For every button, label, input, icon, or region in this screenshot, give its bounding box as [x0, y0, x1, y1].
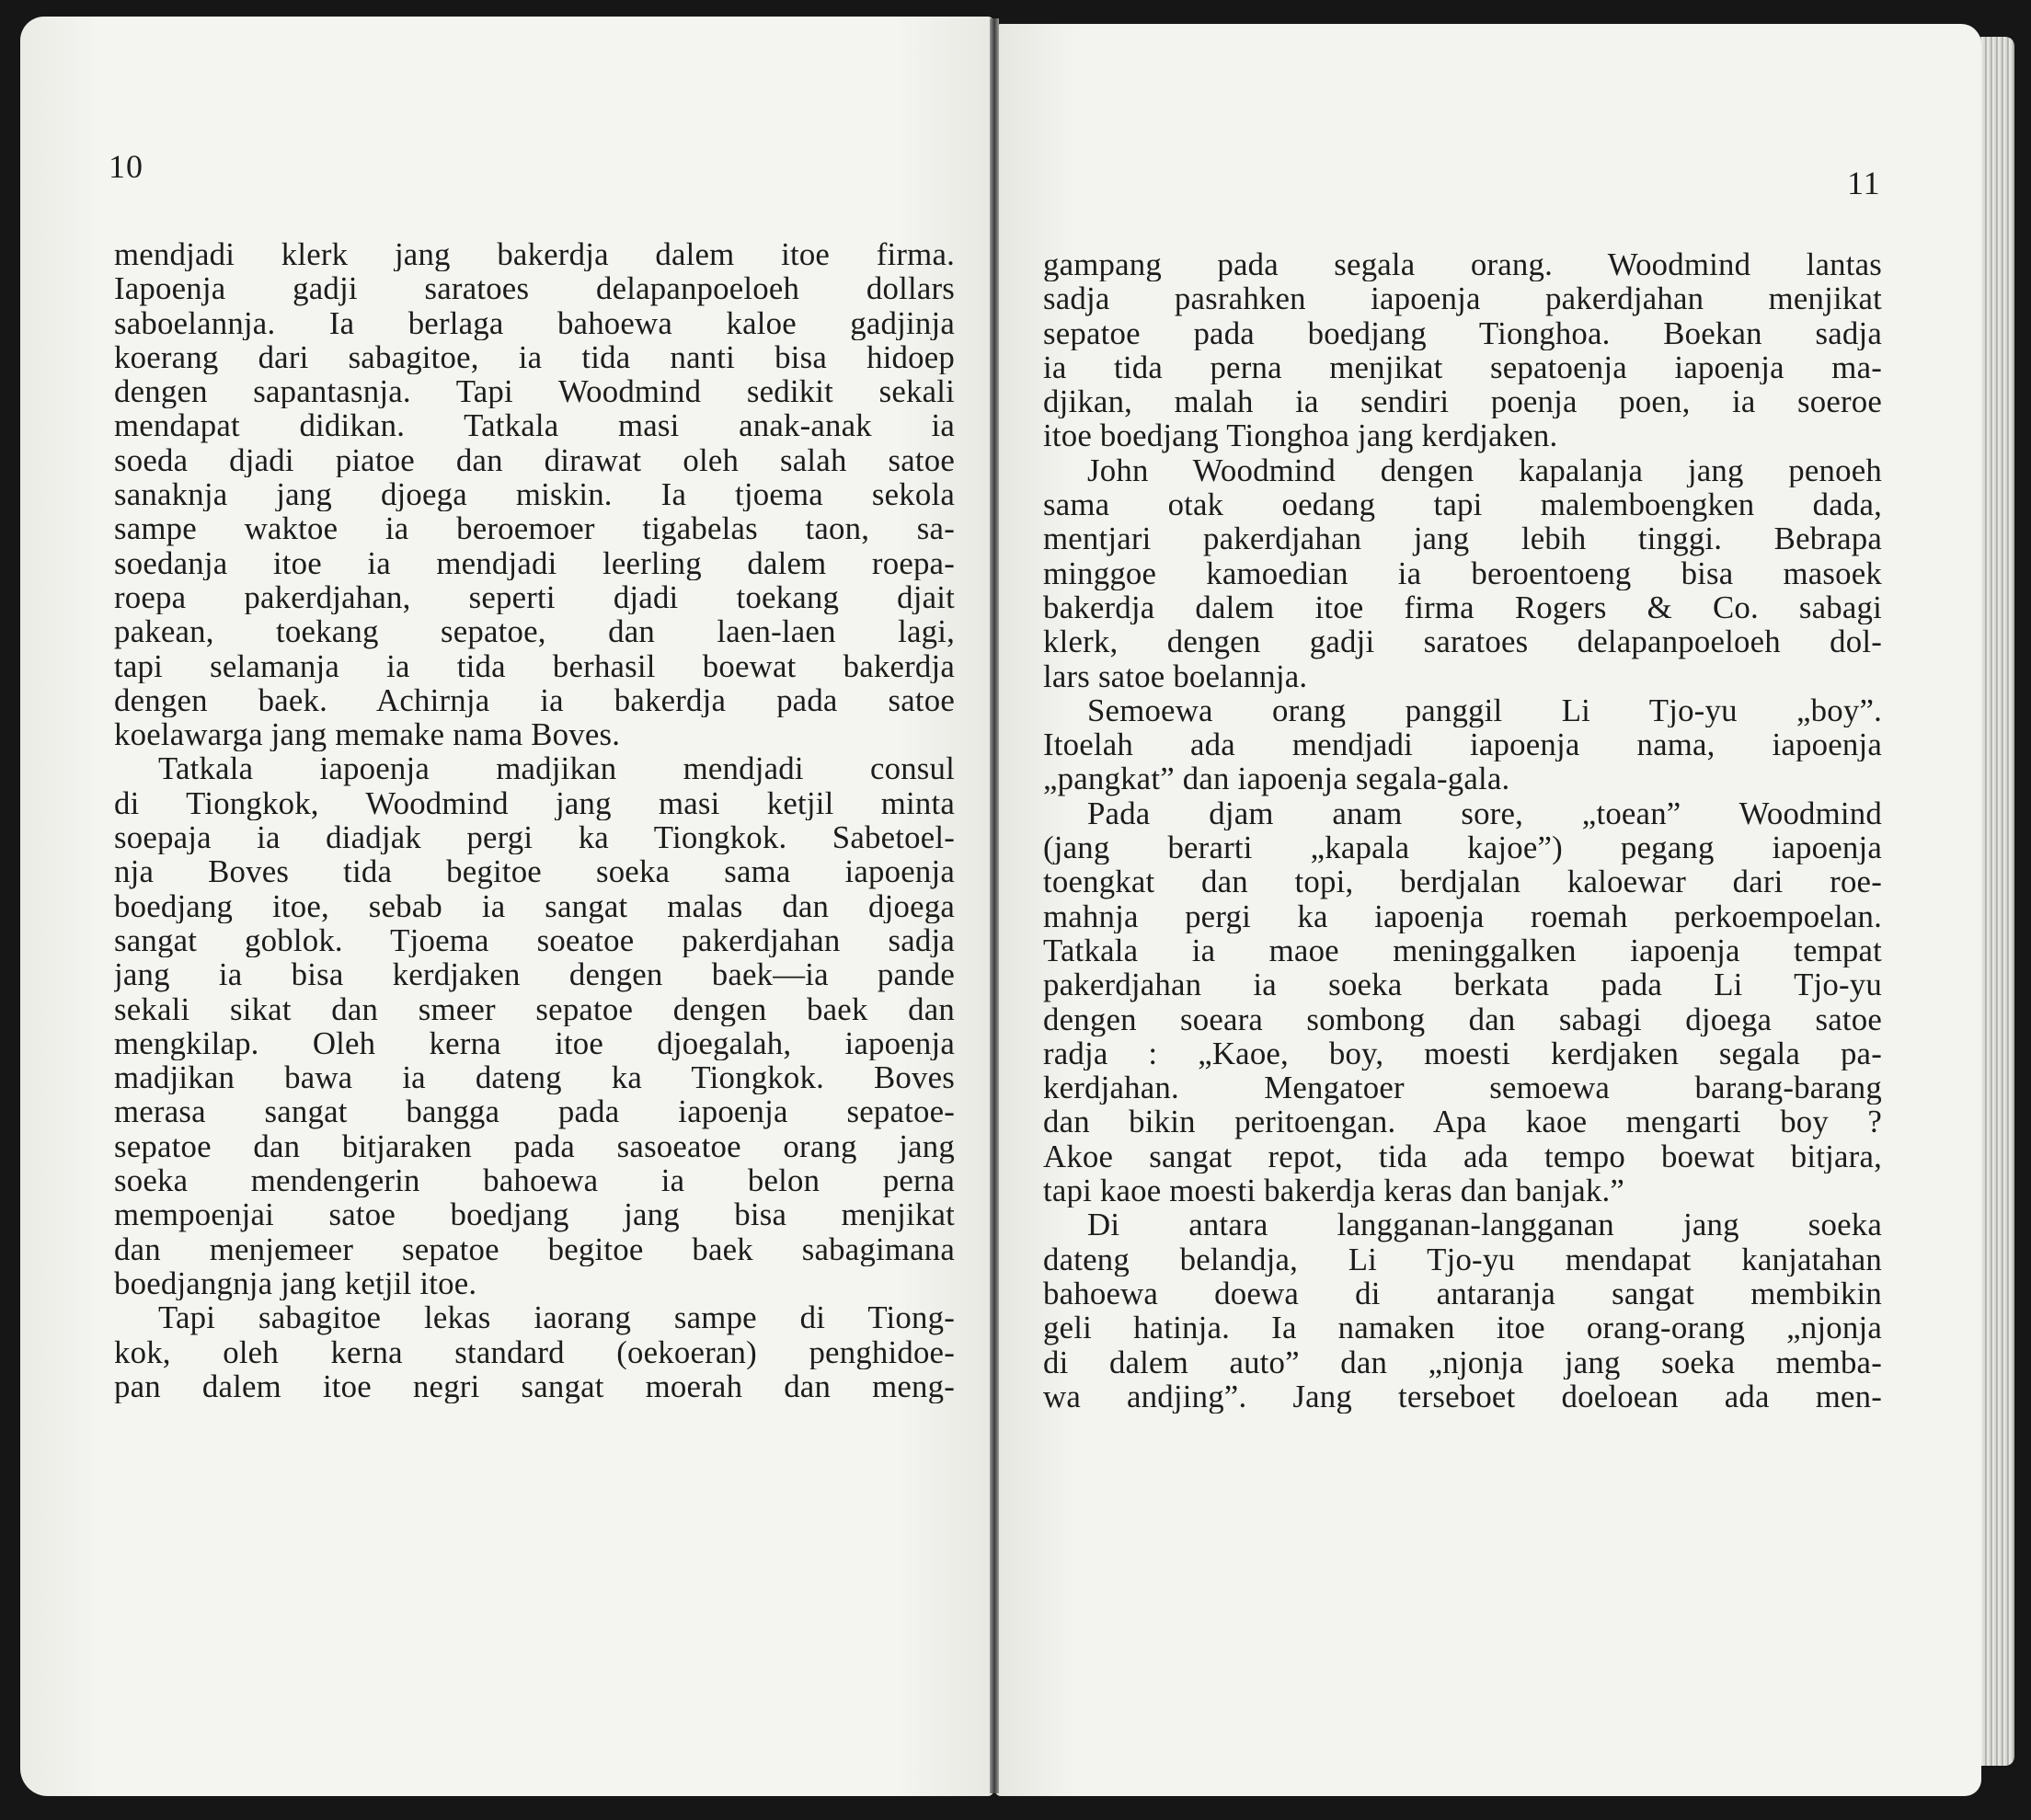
text-line: madjikan bawa ia dateng ka Tiongkok. Boves: [114, 1060, 955, 1095]
text-line: Tapi sabagitoe lekas iaorang sampe di Tiong-: [158, 1300, 955, 1335]
text-line: boedjangnja jang ketjil itoe.: [114, 1265, 477, 1301]
left-page-text: [114, 237, 955, 1403]
text-line: Tatkala iapoenja madjikan mendjadi consul: [158, 751, 955, 786]
page-number-left: 10: [109, 148, 143, 185]
text-line: klerk, dengen gadji saratoes delapanpoeloeh dol-: [1043, 624, 1882, 659]
text-line: mahnja pergi ka iapoenja roemah perkoempoelan.: [1043, 899, 1882, 933]
text-line: koelawarga jang memake nama Boves.: [114, 717, 621, 752]
text-line: minggoe kamoedian ia beroentoeng bisa masoek: [1043, 555, 1882, 590]
text-line: dan bikin peritoengan. Apa kaoe mengarti boy ?: [1043, 1105, 1882, 1139]
text-line: toengkat dan topi, berdjalan kaloewar dari roe-: [1043, 864, 1882, 899]
text-line: soeda djadi piatoe dan dirawat oleh salah satoe: [114, 442, 955, 478]
text-line: Pada djam anam sore, „toean” Woodmind: [1087, 796, 1882, 831]
text-line: merasa sangat bangga pada iapoenja sepatoe-: [114, 1094, 955, 1129]
text-line: bakerdja dalem itoe firma Rogers & Co. sabagi: [1043, 589, 1882, 625]
text-line: mendapat didikan. Tatkala masi anak-anak ia: [114, 408, 955, 443]
text-line: soepaja ia diadjak pergi ka Tiongkok. Sabetoel-: [114, 820, 955, 855]
text-line: Akoe sangat repot, tida ada tempo boewat bitjara,: [1043, 1139, 1882, 1174]
text-line: ia tida perna menjikat sepatoenja iapoenja ma-: [1043, 349, 1882, 385]
text-line: (jang berarti „kapala kajoe”) pegang iapoenja: [1043, 830, 1882, 865]
text-line: dengen sapantasnja. Tapi Woodmind sedikit sekali: [114, 374, 955, 409]
text-line: bahoewa doewa di antaranja sangat membikin: [1043, 1276, 1882, 1311]
text-line: Tatkala ia maoe meninggalken iapoenja tempat: [1043, 933, 1882, 968]
text-line: mentjari pakerdjahan jang lebih tinggi. Bebrapa: [1043, 521, 1882, 556]
text-line: mempoenjai satoe boedjang jang bisa menjikat: [114, 1197, 955, 1232]
book-gutter: [990, 18, 999, 1793]
text-line: itoe boedjang Tionghoa jang kerdjaken.: [1043, 418, 1558, 453]
text-line: sampe waktoe ia beroemoer tigabelas taon, sa-: [114, 511, 955, 546]
text-line: koerang dari sabagitoe, ia tida nanti bisa hidoep: [114, 339, 955, 375]
text-line: gampang pada segala orang. Woodmind lantas: [1043, 247, 1882, 282]
text-line: sadja pasrahken iapoenja pakerdjahan menjikat: [1043, 281, 1882, 316]
text-line: nja Boves tida begitoe soeka sama iapoenja: [114, 854, 955, 889]
text-line: kerdjahan. Mengatoer semoewa barang-barang: [1043, 1070, 1882, 1105]
text-line: kok, oleh kerna standard (oekoeran) penghidoe-: [114, 1334, 955, 1369]
text-line: lars satoe boelannja.: [1043, 658, 1308, 693]
text-line: di dalem auto” dan „njonja jang soeka memba-: [1043, 1345, 1882, 1379]
text-line: dan menjemeer sepatoe begitoe baek sabagimana: [114, 1231, 955, 1266]
text-line: pakerdjahan ia soeka berkata pada Li Tjo-yu: [1043, 967, 1882, 1002]
text-line: wa andjing”. Jang terseboet doeloean ada men-: [1043, 1379, 1882, 1414]
text-line: dengen soeara sombong dan sabagi djoega satoe: [1043, 1002, 1882, 1036]
page-number-right: 11: [1847, 165, 1881, 201]
text-line: Iapoenja gadji saratoes delapanpoeloeh dollars: [114, 271, 955, 306]
text-line: Di antara langganan-langganan jang soeka: [1087, 1208, 1882, 1242]
text-line: dengen baek. Achirnja ia bakerdja pada satoe: [114, 682, 955, 718]
text-line: tapi selamanja ia tida berhasil boewat bakerdja: [114, 648, 955, 683]
text-line: sekali sikat dan smeer sepatoe dengen baek dan: [114, 991, 955, 1026]
text-line: mendjadi klerk jang bakerdja dalem itoe firma.: [114, 237, 955, 272]
text-line: „pangkat” dan iapoenja segala-gala.: [1043, 761, 1510, 796]
page-edges: [1978, 37, 2014, 1766]
text-line: mengkilap. Oleh kerna itoe djoegalah, iapoenja: [114, 1025, 955, 1061]
text-line: sepatoe pada boedjang Tionghoa. Boekan sadja: [1043, 315, 1882, 350]
text-line: soedanja itoe ia mendjadi leerling dalem roepa-: [114, 545, 955, 580]
text-line: boedjang itoe, sebab ia sangat malas dan djoega: [114, 888, 955, 923]
text-line: sanaknja jang djoega miskin. Ia tjoema sekola: [114, 477, 955, 512]
text-line: jang ia bisa kerdjaken dengen baek—ia pande: [114, 957, 955, 992]
text-line: sepatoe dan bitjaraken pada sasoeatoe orang jang: [114, 1128, 955, 1164]
text-line: John Woodmind dengen kapalanja jang penoeh: [1087, 452, 1882, 488]
text-line: sangat goblok. Tjoema soeatoe pakerdjahan sadja: [114, 922, 955, 958]
text-line: dateng belandja, Li Tjo-yu mendapat kanjatahan: [1043, 1242, 1882, 1276]
text-line: tapi kaoe moesti bakerdja keras dan banjak.”: [1043, 1173, 1624, 1208]
text-line: roepa pakerdjahan, seperti djadi toekang djait: [114, 579, 955, 615]
text-line: pakean, toekang sepatoe, dan laen-laen lagi,: [114, 614, 955, 649]
text-line: saboelannja. Ia berlaga bahoewa kaloe gadjinja: [114, 305, 955, 340]
text-line: djikan, malah ia sendiri poenja poen, ia soeroe: [1043, 384, 1882, 419]
text-line: radja : „Kaoe, boy, moesti kerdjaken segala pa-: [1043, 1036, 1882, 1071]
text-line: pan dalem itoe negri sangat moerah dan meng-: [114, 1368, 955, 1404]
text-line: soeka mendengerin bahoewa ia belon perna: [114, 1163, 955, 1198]
text-line: Semoewa orang panggil Li Tjo-yu „boy”.: [1087, 693, 1882, 728]
text-line: sama otak oedang tapi malemboengken dada,: [1043, 487, 1882, 522]
text-line: di Tiongkok, Woodmind jang masi ketjil minta: [114, 785, 955, 821]
right-page-text: [1043, 247, 1882, 1414]
text-line: geli hatinja. Ia namaken itoe orang-orang „njonja: [1043, 1311, 1882, 1345]
text-line: Itoelah ada mendjadi iapoenja nama, iapoenja: [1043, 727, 1882, 762]
